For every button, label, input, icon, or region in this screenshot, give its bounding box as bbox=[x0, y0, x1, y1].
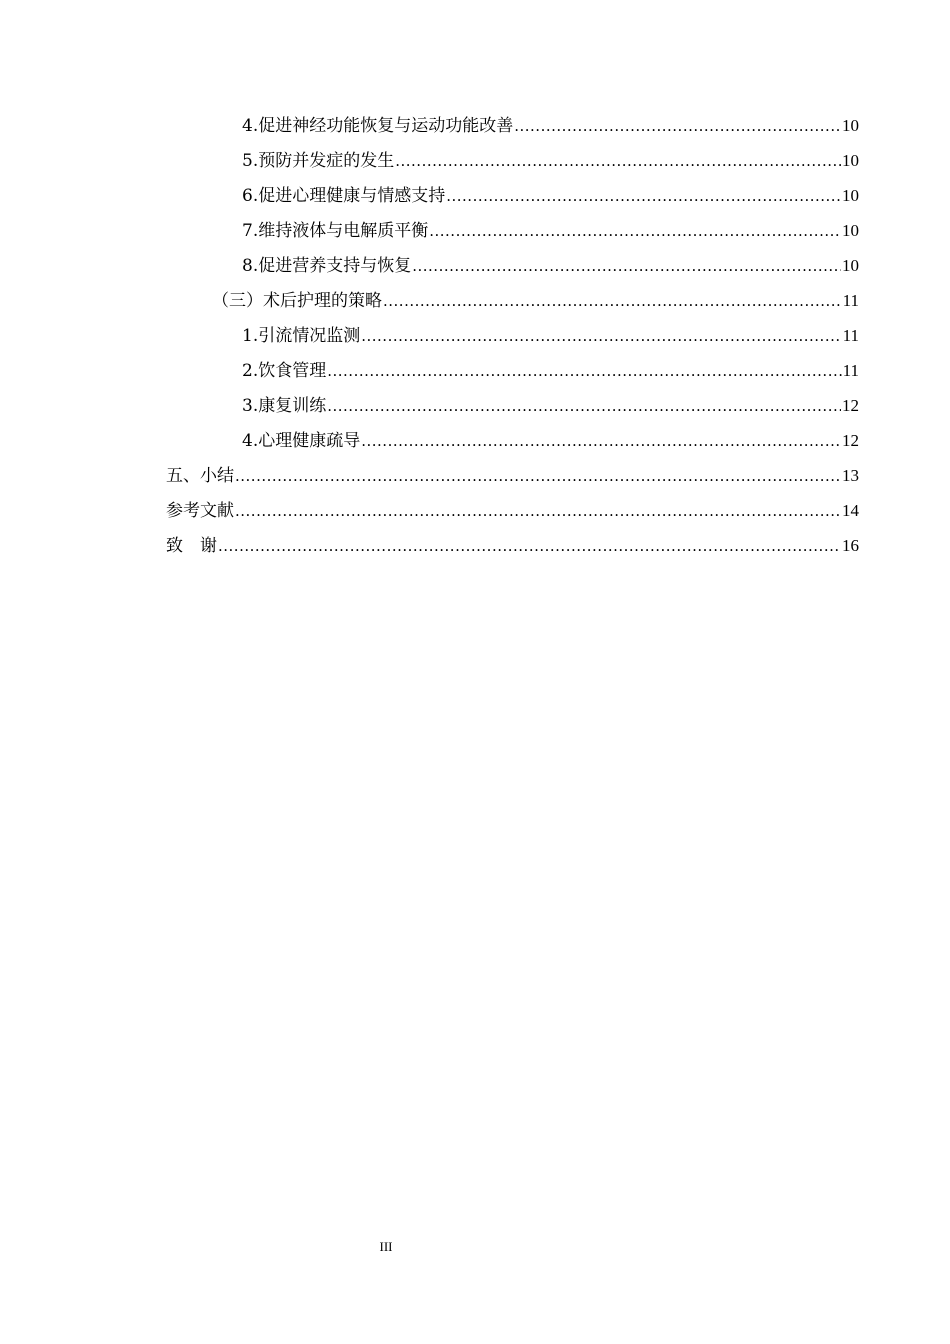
toc-dot-leader bbox=[361, 319, 841, 354]
toc-entry-nutrition[interactable] bbox=[0, 248, 950, 283]
toc-entry-label: 引流情况监测 bbox=[258, 326, 361, 346]
toc-entry-page: 10 bbox=[842, 186, 859, 205]
toc-dot-leader bbox=[235, 459, 841, 494]
toc-entry-page: 12 bbox=[842, 431, 859, 450]
toc-entry-label: 预防并发症的发生 bbox=[258, 151, 395, 171]
toc-entry-number: 6. bbox=[242, 186, 259, 206]
toc-entry-page: 10 bbox=[842, 116, 859, 135]
toc-entry-page: 11 bbox=[842, 326, 859, 345]
toc-entry-number: 7. bbox=[242, 221, 259, 241]
toc-entry-references[interactable] bbox=[0, 493, 950, 528]
toc-entry-page: 11 bbox=[842, 291, 859, 310]
toc-entry-label: 饮食管理 bbox=[258, 361, 327, 381]
toc-entry-number: （三） bbox=[212, 291, 263, 311]
toc-entry-number: 5. bbox=[242, 151, 259, 171]
toc-entry-label: 致 谢 bbox=[166, 536, 217, 556]
toc-entry-page: 10 bbox=[842, 256, 859, 275]
toc-entry-page: 12 bbox=[842, 396, 859, 415]
toc-entry-page: 11 bbox=[842, 361, 859, 380]
toc-dot-leader bbox=[327, 354, 841, 389]
toc-entry-psych-counseling[interactable] bbox=[0, 423, 950, 458]
toc-entry-label: 促进营养支持与恢复 bbox=[258, 256, 412, 276]
toc-entry-label: 促进心理健康与情感支持 bbox=[258, 186, 446, 206]
toc-dot-leader bbox=[383, 284, 842, 319]
table-of-contents bbox=[0, 108, 950, 563]
toc-entry-number: 4. bbox=[242, 116, 259, 136]
toc-dot-leader bbox=[327, 389, 841, 424]
toc-dot-leader bbox=[395, 144, 841, 179]
toc-entry-page: 16 bbox=[842, 536, 859, 555]
toc-entry-label: 参考文献 bbox=[166, 501, 234, 521]
toc-entry-complication-prevention[interactable] bbox=[0, 143, 950, 178]
toc-entry-number: 3. bbox=[242, 396, 259, 416]
toc-entry-number: 1. bbox=[242, 326, 259, 346]
toc-entry-number: 五、 bbox=[166, 466, 200, 486]
toc-entry-number: 4. bbox=[242, 431, 259, 451]
toc-entry-neural-recovery[interactable] bbox=[0, 108, 950, 143]
toc-entry-number: 8. bbox=[242, 256, 259, 276]
toc-dot-leader bbox=[429, 214, 841, 249]
toc-dot-leader bbox=[514, 109, 841, 144]
toc-entry-summary[interactable] bbox=[0, 458, 950, 493]
toc-dot-leader bbox=[361, 424, 841, 459]
toc-entry-label: 心理健康疏导 bbox=[258, 431, 361, 451]
toc-entry-label: 康复训练 bbox=[258, 396, 327, 416]
toc-dot-leader bbox=[235, 494, 841, 529]
toc-entry-label: 维持液体与电解质平衡 bbox=[258, 221, 429, 241]
toc-entry-fluid-balance[interactable] bbox=[0, 213, 950, 248]
toc-dot-leader bbox=[446, 179, 841, 214]
toc-dot-leader bbox=[218, 529, 841, 564]
toc-entry-page: 13 bbox=[842, 466, 859, 485]
toc-entry-page: 10 bbox=[842, 151, 859, 170]
toc-entry-label: 小结 bbox=[200, 466, 234, 486]
toc-entry-rehab-training[interactable] bbox=[0, 388, 950, 423]
toc-entry-number: 2. bbox=[242, 361, 259, 381]
toc-entry-label: 促进神经功能恢复与运动功能改善 bbox=[258, 116, 514, 136]
toc-entry-page: 10 bbox=[842, 221, 859, 240]
toc-entry-drainage-monitoring[interactable] bbox=[0, 318, 950, 353]
toc-entry-acknowledgements[interactable] bbox=[0, 528, 950, 563]
toc-entry-page: 14 bbox=[842, 501, 859, 520]
toc-entry-diet-management[interactable] bbox=[0, 353, 950, 388]
toc-entry-label: 术后护理的策略 bbox=[263, 291, 382, 311]
page-footer-number: III bbox=[379, 1239, 393, 1254]
toc-entry-mental-health[interactable] bbox=[0, 178, 950, 213]
toc-dot-leader bbox=[412, 249, 841, 284]
toc-entry-postop-strategy[interactable] bbox=[0, 283, 950, 318]
